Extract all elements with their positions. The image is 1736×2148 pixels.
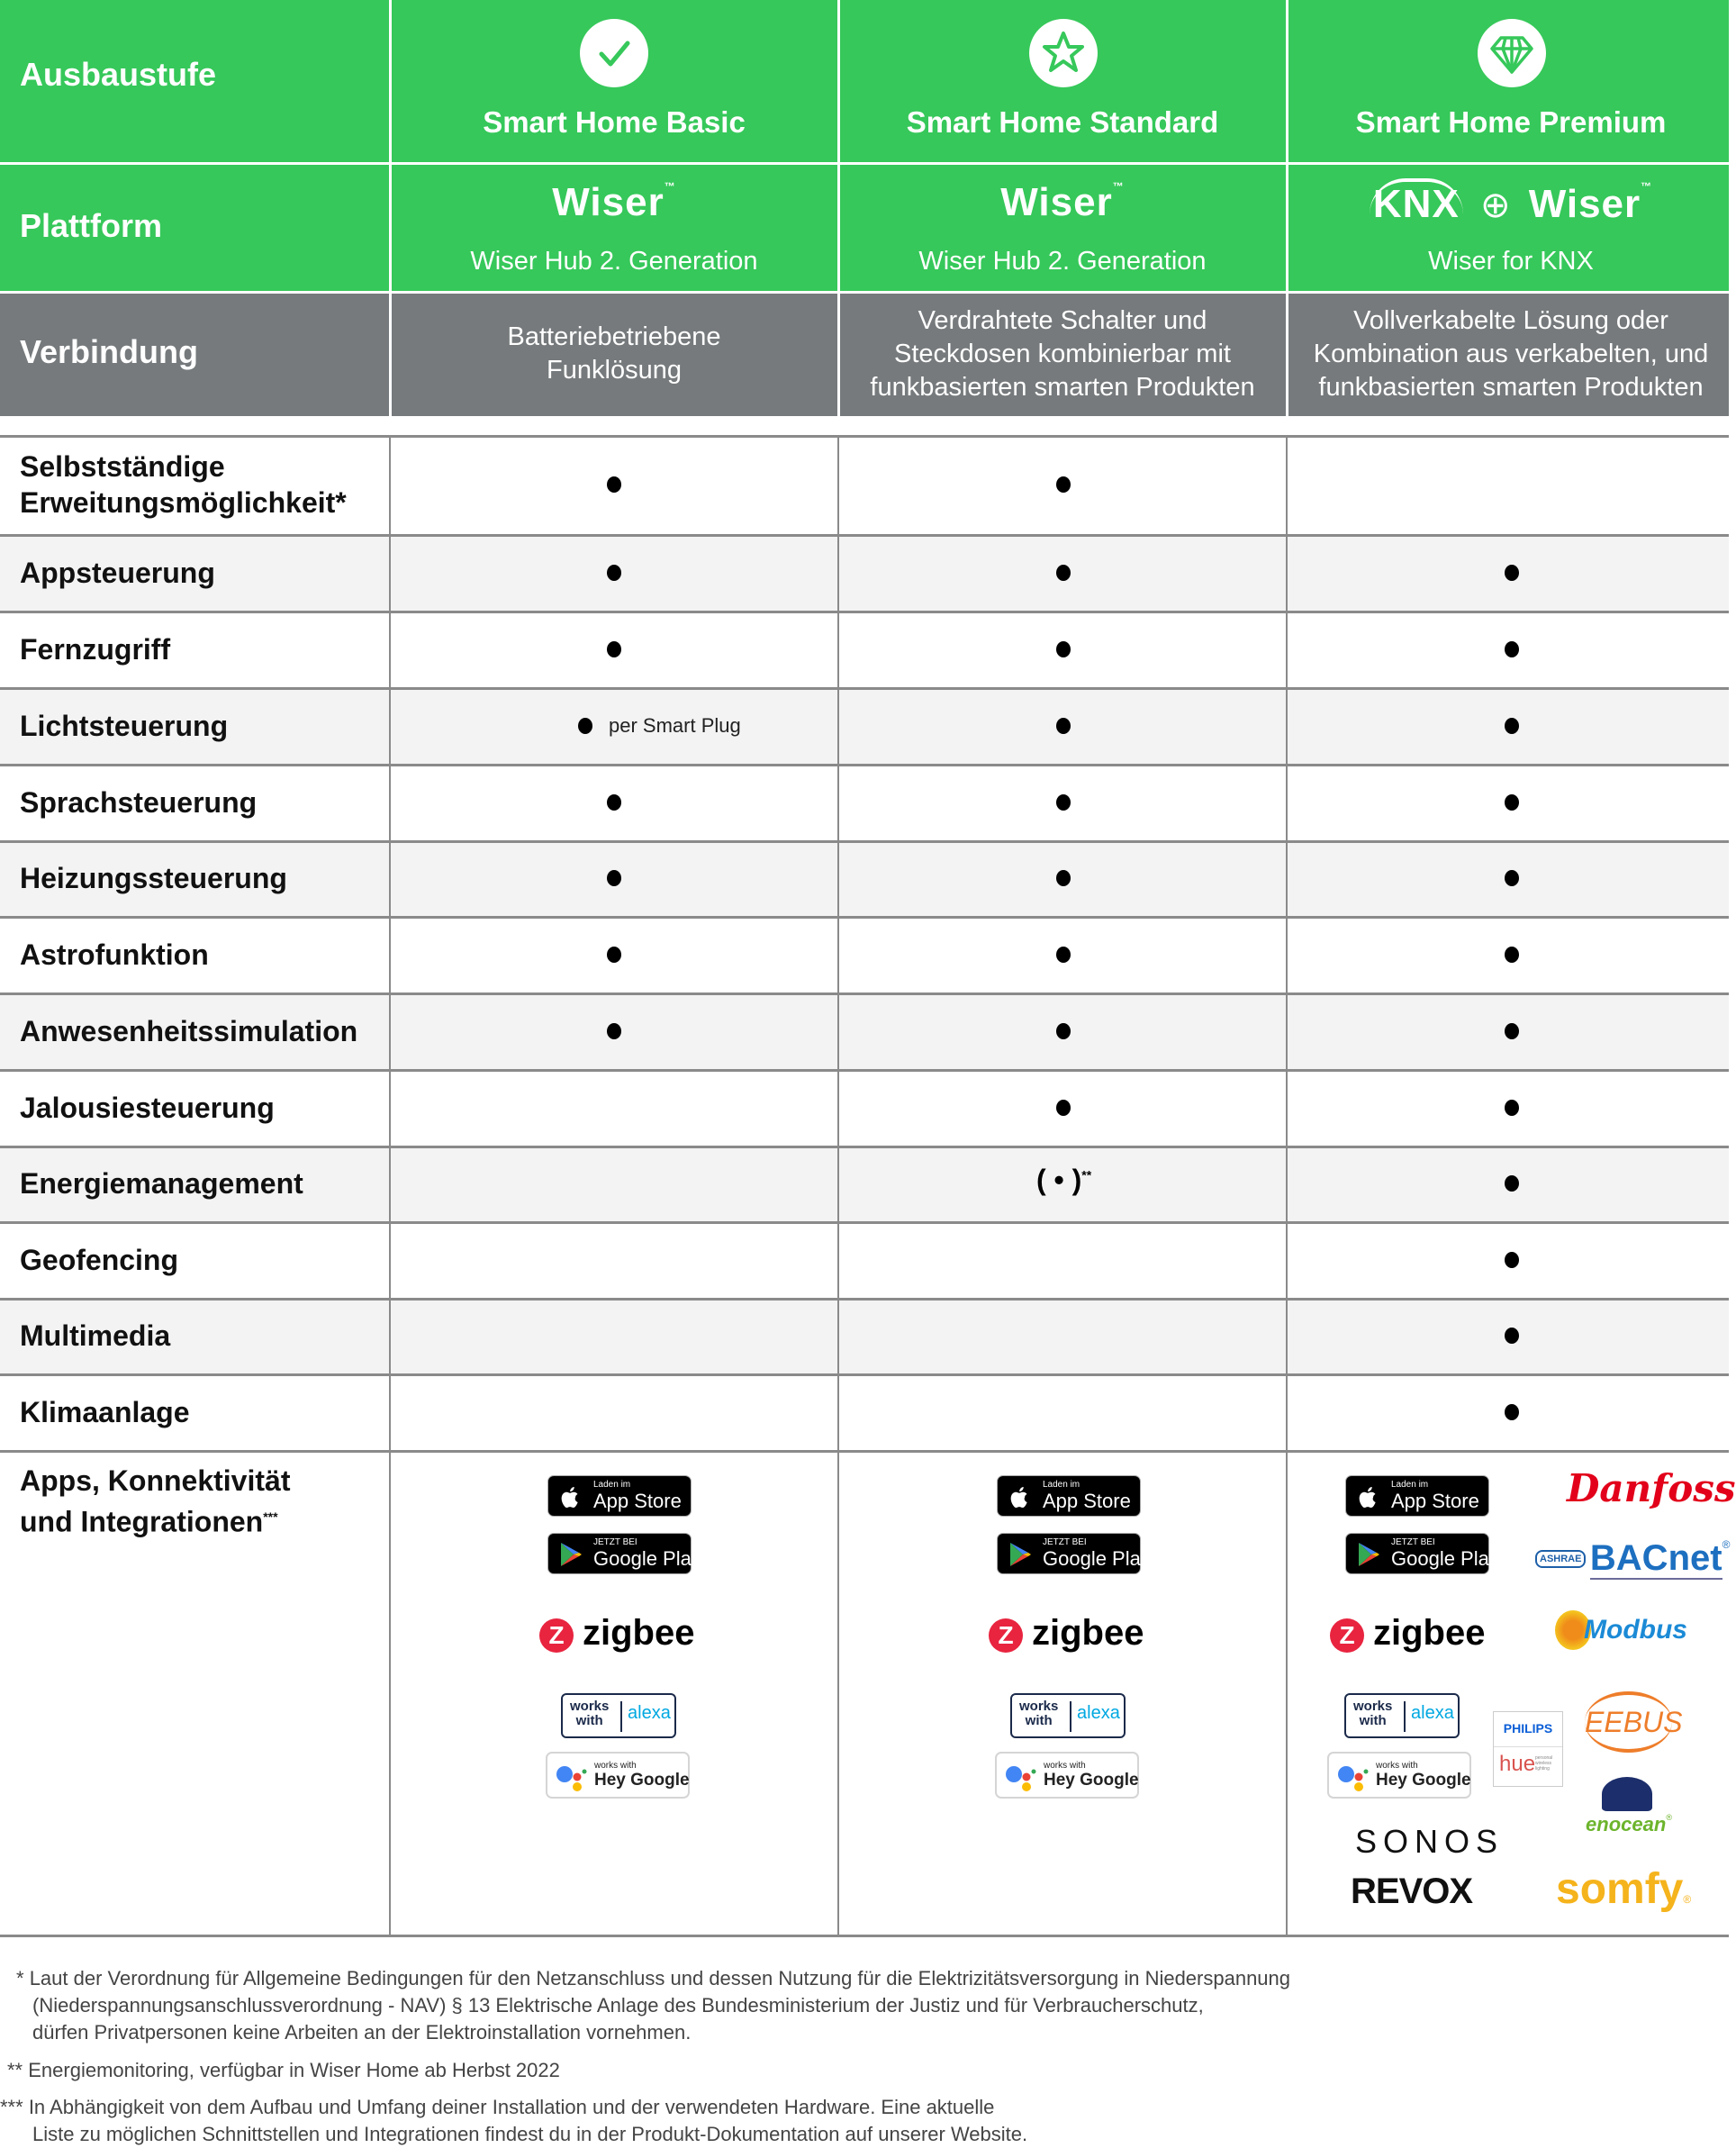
feature-label: Fernzugriff bbox=[20, 632, 171, 666]
enocean-logo: enocean® bbox=[1580, 1777, 1677, 1842]
availability-dot-standard bbox=[1056, 641, 1071, 657]
feature-label: Sprachsteuerung bbox=[20, 785, 258, 819]
google-assistant-icon bbox=[1004, 1763, 1040, 1793]
feature-label: Anwesenheitssimulation bbox=[20, 1014, 358, 1047]
enocean-dolphin-icon bbox=[1602, 1777, 1652, 1811]
availability-dot-basic bbox=[607, 641, 621, 657]
column-divider bbox=[837, 435, 839, 1936]
sonos-logo: SONOS bbox=[1355, 1823, 1505, 1860]
availability-dot-standard bbox=[1056, 870, 1071, 886]
google-play-icon bbox=[1355, 1541, 1382, 1568]
availability-dot-basic bbox=[607, 870, 621, 886]
availability-dot-basic bbox=[607, 1023, 621, 1039]
availability-dot-basic bbox=[578, 718, 592, 734]
works-with-hey-google-badge: works with Hey Google bbox=[546, 1752, 690, 1799]
table-row bbox=[0, 611, 1729, 687]
availability-dot-standard bbox=[1056, 1023, 1071, 1039]
works-with-alexa-badge: works with alexa bbox=[1344, 1693, 1460, 1738]
philips-hue-logo: PHILIPS hue personal wireless lighting bbox=[1493, 1711, 1563, 1787]
availability-dot-premium bbox=[1505, 718, 1519, 734]
google-assistant-icon bbox=[1336, 1763, 1372, 1793]
danfoss-logo: Danfoss bbox=[1567, 1466, 1736, 1510]
availability-dot-premium bbox=[1505, 1100, 1519, 1116]
platform-sub-standard: Wiser Hub 2. Generation bbox=[918, 247, 1207, 276]
column-divider bbox=[1286, 435, 1288, 1936]
availability-dot-premium bbox=[1505, 870, 1519, 886]
feature-label: Heizungssteuerung bbox=[20, 862, 287, 894]
plan-title-basic: Smart Home Basic bbox=[483, 105, 746, 139]
feature-label: Energiemanagement bbox=[20, 1167, 303, 1200]
availability-dot-premium bbox=[1505, 947, 1519, 963]
zigbee-logo: Z zigbee bbox=[989, 1615, 1151, 1656]
eebus-logo: EEBUS bbox=[1585, 1691, 1672, 1753]
zigbee-logo: Z zigbee bbox=[539, 1615, 701, 1656]
feature-label: Lichtsteuerung bbox=[20, 709, 229, 742]
google-play-badge[interactable]: JETZT BEI Google Play bbox=[997, 1533, 1141, 1574]
app-store-badge[interactable]: Laden im App Store bbox=[547, 1475, 692, 1517]
availability-note: per Smart Plug bbox=[609, 713, 741, 737]
availability-dot-premium bbox=[1505, 1252, 1519, 1268]
availability-dot-basic bbox=[607, 476, 621, 493]
row-label-platform: Plattform bbox=[20, 207, 163, 244]
checkmark-icon bbox=[580, 19, 648, 87]
diamond-icon bbox=[1478, 19, 1546, 87]
table-row bbox=[0, 1298, 1729, 1373]
availability-dot-standard bbox=[1056, 947, 1071, 963]
table-row bbox=[0, 764, 1729, 840]
platform-sub-premium: Wiser for KNX bbox=[1428, 247, 1594, 276]
revox-logo: REVOX bbox=[1351, 1872, 1473, 1911]
works-with-alexa-badge: works with alexa bbox=[561, 1693, 676, 1738]
works-with-hey-google-badge: works with Hey Google bbox=[1327, 1752, 1471, 1799]
google-play-badge[interactable]: JETZT BEI Google Play bbox=[1345, 1533, 1489, 1574]
google-play-icon bbox=[557, 1541, 584, 1568]
wiser-logo: Wiser™ bbox=[552, 180, 676, 224]
footnote-3: *** In Abhängigkeit von dem Aufbau und Umfang deiner Installation und der verwendeten Hardware. Eine aktuelle Liste zu möglichen Schnittstellen und Integrationen findest du in der Produkt-Dokumentation auf unserer Website. bbox=[0, 2096, 1028, 2145]
feature-label: Jalousiesteuerung bbox=[20, 1091, 275, 1124]
works-with-alexa-badge: works with alexa bbox=[1010, 1693, 1126, 1738]
table-row bbox=[0, 687, 1729, 764]
feature-label: Multimedia bbox=[20, 1319, 171, 1352]
footnote-1: * Laut der Verordnung für Allgemeine Bedingungen für den Netzanschluss und dessen Nutzung für die Elektrizitätsversorgung in Niederspannung (Niederspannungsanschlussverordnung - NAV) § 13 Elektrische Anlage des Bundesministerium der Justiz und für Verbraucherschutz, dürfen Privatpersonen keine Arbeiten an der Elektroinstallation vornehmen. bbox=[16, 1967, 1291, 2044]
row-label-level: Ausbaustufe bbox=[20, 56, 217, 93]
table-bottom-rule bbox=[0, 1935, 1729, 1937]
availability-dot-premium bbox=[1505, 641, 1519, 657]
feature-label: Astrofunktion bbox=[20, 938, 209, 971]
availability-dot-standard bbox=[1056, 476, 1071, 493]
availability-dot-premium bbox=[1505, 565, 1519, 581]
wiser-logo: Wiser™ bbox=[1000, 180, 1125, 224]
plan-title-premium: Smart Home Premium bbox=[1355, 105, 1667, 139]
plus-icon: ⊕ bbox=[1479, 186, 1512, 225]
availability-dot-standard bbox=[1056, 1100, 1071, 1116]
google-assistant-icon bbox=[555, 1763, 591, 1793]
availability-dot-premium bbox=[1505, 1023, 1519, 1039]
partial-availability-mark: ( • )** bbox=[1036, 1164, 1092, 1196]
works-with-hey-google-badge: works with Hey Google bbox=[995, 1752, 1139, 1799]
feature-label: Geofencing bbox=[20, 1243, 179, 1276]
star-icon bbox=[1029, 19, 1098, 87]
apple-icon bbox=[1355, 1483, 1382, 1510]
column-divider bbox=[389, 435, 391, 1936]
connection-basic: Batteriebetriebene Funklösung bbox=[507, 322, 721, 385]
table-row bbox=[0, 916, 1729, 992]
knx-wiser-logo: KNX ⊕ Wiser™ bbox=[1288, 180, 1734, 227]
platform-sub-basic: Wiser Hub 2. Generation bbox=[470, 247, 758, 276]
zigbee-logo: Z zigbee bbox=[1330, 1615, 1492, 1656]
feature-label: Selbstständige Erweitungsmöglichkeit* bbox=[20, 450, 347, 519]
zigbee-icon: Z bbox=[1330, 1618, 1364, 1653]
google-play-badge[interactable]: JETZT BEI Google Play bbox=[547, 1533, 692, 1574]
app-store-badge[interactable]: Laden im App Store bbox=[1345, 1475, 1489, 1517]
feature-label: Appsteuerung bbox=[20, 556, 215, 589]
availability-dot-basic bbox=[607, 794, 621, 811]
somfy-logo: somfy® bbox=[1556, 1865, 1692, 1913]
footnote-2: ** Energiemonitoring, verfügbar in Wiser Home ab Herbst 2022 bbox=[7, 2059, 560, 2081]
availability-dot-basic bbox=[607, 947, 621, 963]
apple-icon bbox=[557, 1483, 584, 1510]
table-row bbox=[0, 1373, 1729, 1450]
modbus-logo: Modbus bbox=[1555, 1610, 1687, 1650]
connection-premium: Vollverkabelte Lösung oder Kombination aus verkabelten, und funkbasierten smarten Produkten bbox=[1313, 306, 1709, 402]
apple-icon bbox=[1007, 1483, 1034, 1510]
bacnet-logo: ASHRAE BACnet® bbox=[1535, 1538, 1730, 1579]
availability-dot-basic bbox=[607, 565, 621, 581]
feature-label-apps: Apps, Konnektivität und Integrationen*** bbox=[20, 1464, 291, 1538]
google-play-icon bbox=[1007, 1541, 1034, 1568]
availability-dot-premium bbox=[1505, 1175, 1519, 1192]
app-store-badge[interactable]: Laden im App Store bbox=[997, 1475, 1141, 1517]
availability-dot-premium bbox=[1505, 794, 1519, 811]
zigbee-icon: Z bbox=[539, 1618, 574, 1653]
table-row bbox=[0, 534, 1729, 611]
connection-standard: Verdrahtete Schalter und Steckdosen kombinierbar mit funkbasierten smarten Produkten bbox=[870, 306, 1255, 402]
knx-logo: KNX bbox=[1370, 178, 1463, 226]
row-label-connection: Verbindung bbox=[20, 333, 198, 370]
feature-label: Klimaanlage bbox=[20, 1395, 190, 1428]
availability-dot-premium bbox=[1505, 1328, 1519, 1344]
availability-dot-standard bbox=[1056, 565, 1071, 581]
zigbee-icon: Z bbox=[989, 1618, 1023, 1653]
plan-title-standard: Smart Home Standard bbox=[906, 105, 1219, 139]
availability-dot-premium bbox=[1505, 1404, 1519, 1420]
table-row bbox=[0, 1221, 1729, 1298]
availability-dot-standard bbox=[1056, 718, 1071, 734]
availability-dot-standard bbox=[1056, 794, 1071, 811]
